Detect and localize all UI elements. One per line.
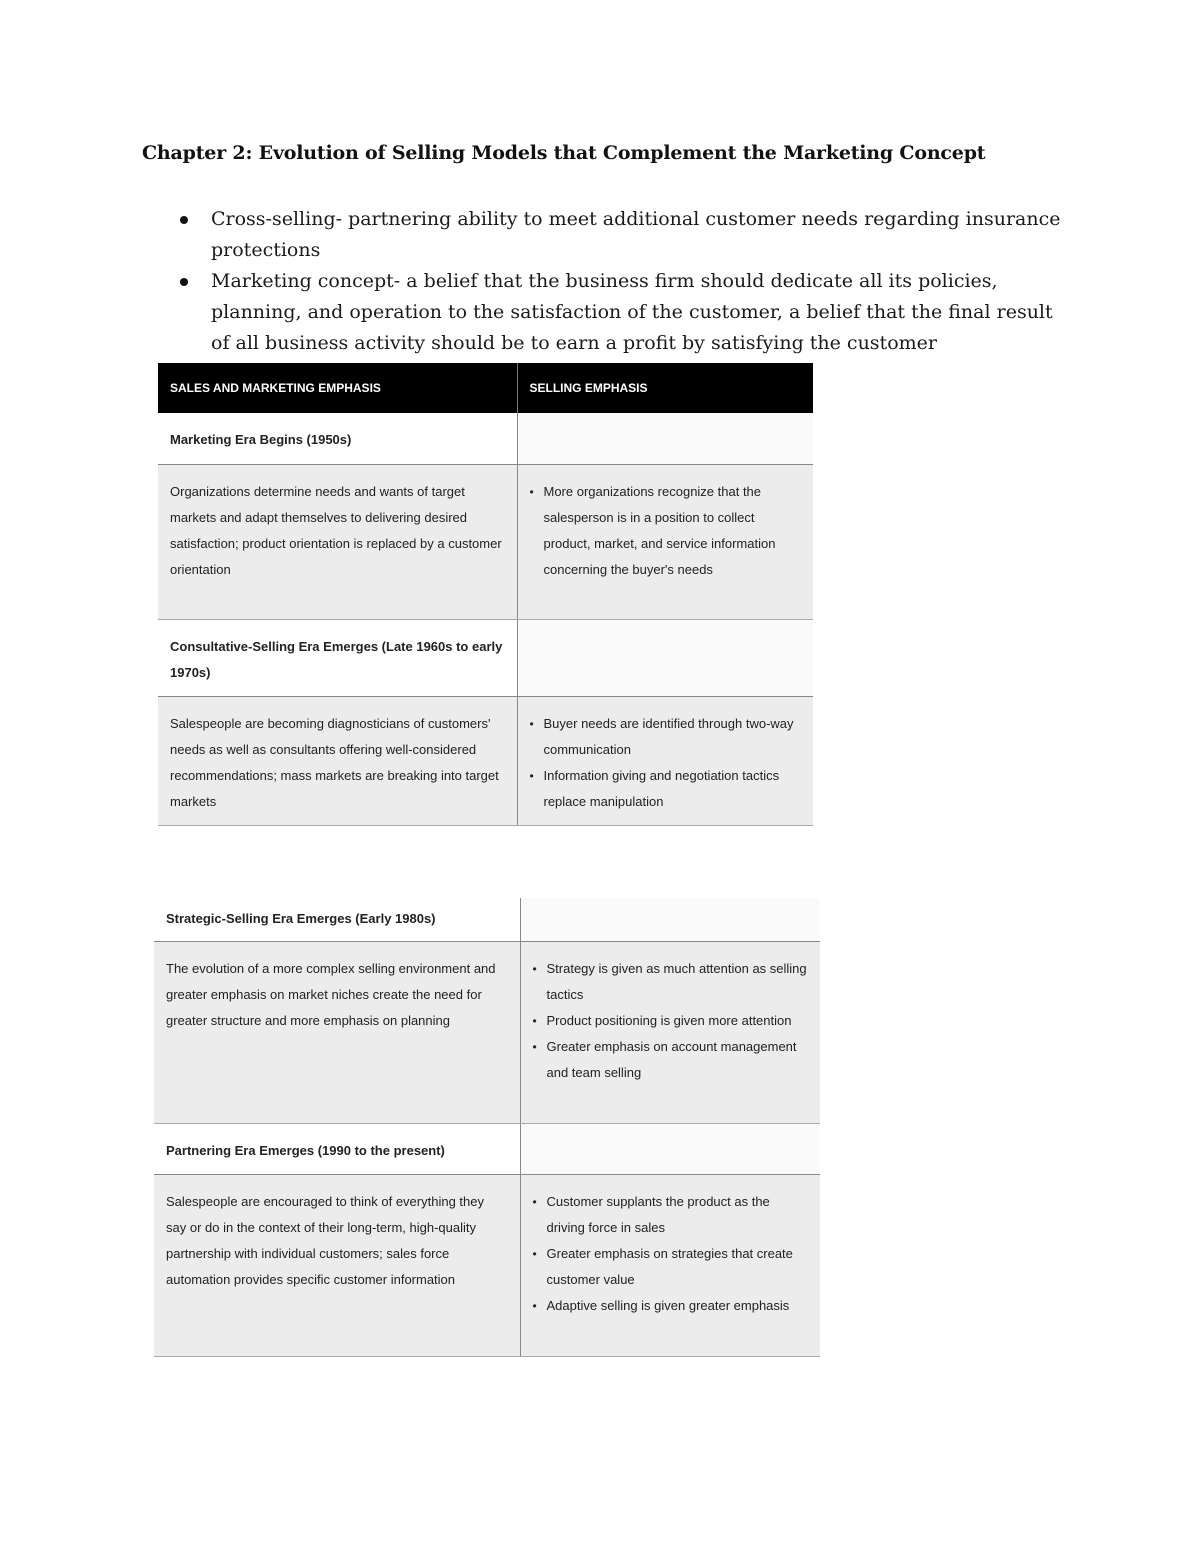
- era-row: [158, 413, 813, 464]
- empty-cell: [520, 898, 820, 941]
- era-detail-row: [154, 941, 820, 1123]
- selling-eras-table-2: [154, 898, 820, 1357]
- empty-cell: [520, 1123, 820, 1174]
- selling-points: [520, 941, 820, 1123]
- era-name: Consultative-Selling Era Emerges (Late 1960s to early 1970s): [158, 619, 517, 696]
- selling-eras-table-1: [158, 363, 813, 826]
- header-sales-marketing-emphasis: SALES AND MARKETING EMPHASIS: [158, 363, 517, 413]
- definition-item: [172, 266, 1062, 359]
- era-detail-row: [154, 1174, 820, 1356]
- bullet-icon: [180, 216, 188, 224]
- selling-point: • Adaptive selling is given greater emphasis: [533, 1293, 809, 1319]
- definition-text: Marketing concept- a belief that the business firm should dedicate all its policies, planning, and operation to the satisfaction of the customer, a belief that the final result of all business activity should be to earn a profit by satisfying the customer: [211, 270, 1053, 354]
- selling-point: • Product positioning is given more attention: [533, 1008, 809, 1034]
- selling-points: [517, 696, 813, 825]
- empty-cell: [517, 413, 813, 464]
- era-name: Strategic-Selling Era Emerges (Early 1980s): [154, 898, 520, 941]
- selling-points: [517, 464, 813, 619]
- era-description: The evolution of a more complex selling environment and greater emphasis on market niches create the need for greater structure and more emphasis on planning: [154, 941, 520, 1123]
- bullet-icon: [180, 278, 188, 286]
- era-name: Marketing Era Begins (1950s): [158, 413, 517, 464]
- definition-item: [172, 204, 1062, 266]
- selling-points: [520, 1174, 820, 1356]
- page-title: Chapter 2: Evolution of Selling Models that Complement the Marketing Concept: [142, 142, 986, 164]
- selling-point: • Information giving and negotiation tactics replace manipulation: [530, 763, 802, 815]
- definition-list: [172, 204, 1062, 359]
- era-detail-row: [158, 464, 813, 619]
- era-description: Salespeople are becoming diagnosticians of customers' needs as well as consultants offering well-considered recommendations; mass markets are breaking into target markets: [158, 696, 517, 825]
- definition-text: Cross-selling- partnering ability to meet additional customer needs regarding insurance protections: [211, 208, 1061, 261]
- selling-point: • Buyer needs are identified through two-way communication: [530, 711, 802, 763]
- era-row: [154, 898, 820, 941]
- selling-point: • Greater emphasis on account management and team selling: [533, 1034, 809, 1086]
- selling-point: • Customer supplants the product as the driving force in sales: [533, 1189, 809, 1241]
- era-description: Salespeople are encouraged to think of everything they say or do in the context of their long-term, high-quality partnership with individual customers; sales force automation provides specific customer information: [154, 1174, 520, 1356]
- era-row: [158, 619, 813, 696]
- era-row: [154, 1123, 820, 1174]
- empty-cell: [517, 619, 813, 696]
- era-name: Partnering Era Emerges (1990 to the present): [154, 1123, 520, 1174]
- selling-point: • More organizations recognize that the salesperson is in a position to collect product, market, and service information concerning the buyer's needs: [530, 479, 802, 583]
- selling-point: • Greater emphasis on strategies that create customer value: [533, 1241, 809, 1293]
- selling-point: • Strategy is given as much attention as selling tactics: [533, 956, 809, 1008]
- era-detail-row: [158, 696, 813, 825]
- header-selling-emphasis: SELLING EMPHASIS: [517, 363, 813, 413]
- table-header-row: [158, 363, 813, 413]
- era-description: Organizations determine needs and wants of target markets and adapt themselves to delivering desired satisfaction; product orientation is replaced by a customer orientation: [158, 464, 517, 619]
